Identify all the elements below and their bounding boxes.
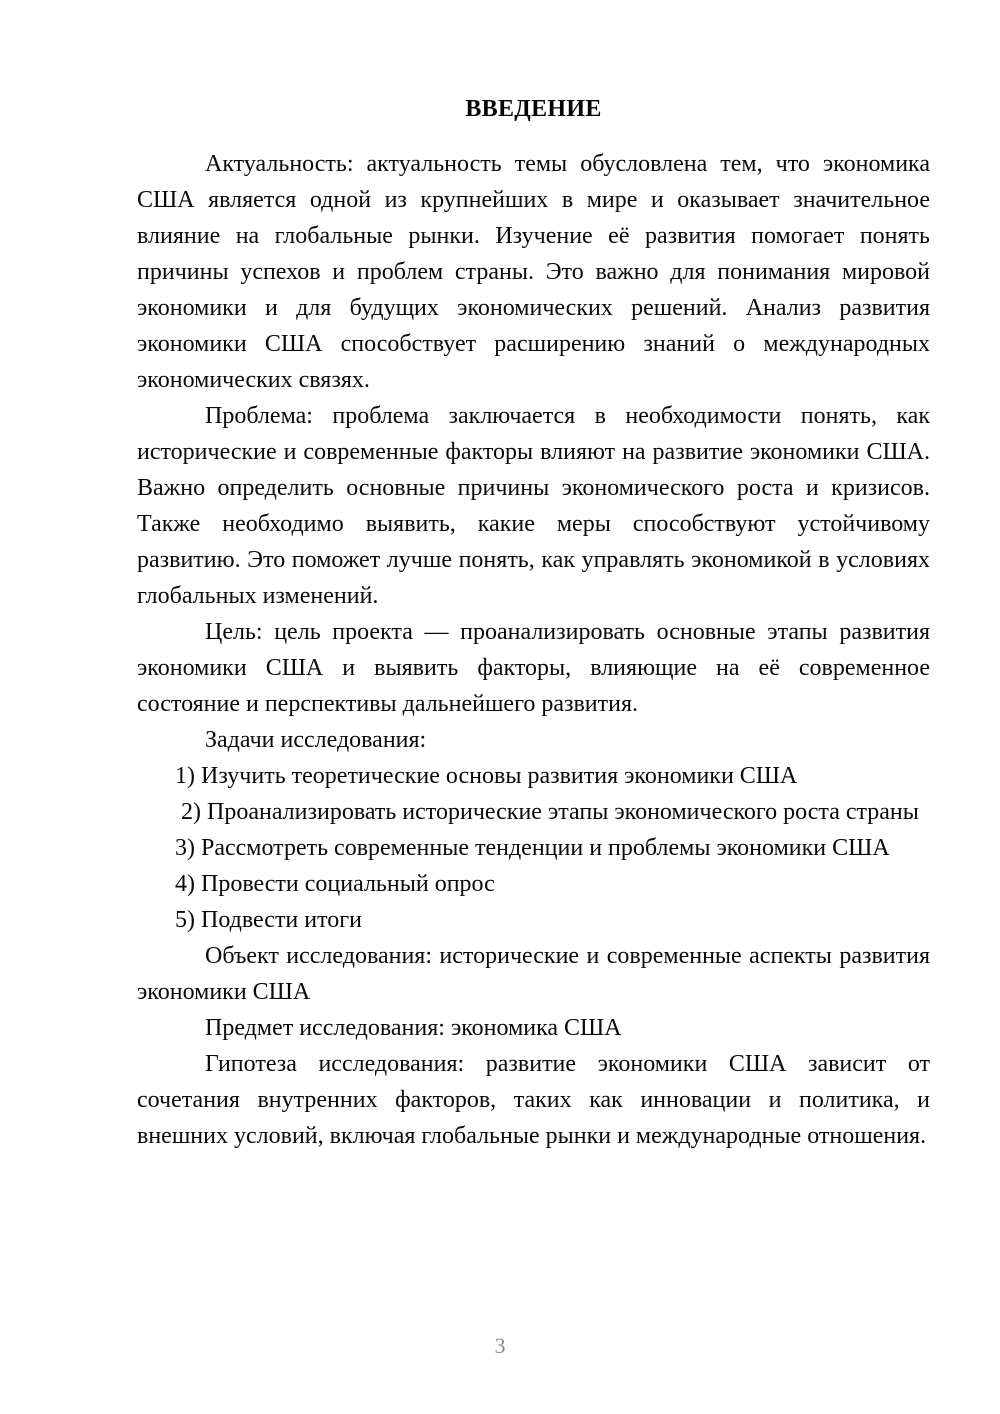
- list-item: 2) Проанализировать исторические этапы экономического роста страны: [181, 799, 919, 825]
- tasks-heading: Задачи исследования:: [205, 727, 427, 753]
- list-item: 5) Подвести итоги: [175, 907, 362, 933]
- page-title: ВВЕДЕНИЕ: [465, 96, 602, 122]
- paragraph-subject: Предмет исследования: экономика США: [205, 1015, 622, 1041]
- list-item: 3) Рассмотреть современные тенденции и проблемы экономики США: [175, 835, 890, 861]
- paragraph-relevance: Актуальность: актуальность темы обусловлена тем, что экономика США является одной из крупнейших в мире и оказывает значительное влияние на глобальные рынки. Изучение её развития помогает понять причины успехов и проблем страны. Это важно для понимания мировой экономики и для будущих экономических решений. Анализ развития экономики США способствует расширению знаний о международных экономических связях.: [137, 151, 930, 393]
- paragraph-goal: Цель: цель проекта — проанализировать основные этапы развития экономики США и выявить факторы, влияющие на её современное состояние и перспективы дальнейшего развития.: [137, 619, 930, 717]
- paragraph-problem: Проблема: проблема заключается в необходимости понять, как исторические и современные факторы влияют на развитие экономики США. Важно определить основные причины экономического роста и кризисов. Также необходимо выявить, какие меры способствуют устойчивому развитию. Это поможет лучше понять, как управлять экономикой в условиях глобальных изменений.: [137, 403, 930, 609]
- page-number: 3: [494, 1333, 506, 1358]
- list-item: 1) Изучить теоретические основы развития экономики США: [175, 763, 798, 789]
- paragraph-hypothesis: Гипотеза исследования: развитие экономики США зависит от сочетания внутренних факторов, таких как инновации и политика, и внешних условий, включая глобальные рынки и международные отношения.: [137, 1051, 930, 1149]
- list-item: 4) Провести социальный опрос: [175, 871, 495, 897]
- document-body: [137, 0, 930, 1154]
- paragraph-object: Объект исследования: исторические и современные аспекты развития экономики США: [137, 943, 930, 1005]
